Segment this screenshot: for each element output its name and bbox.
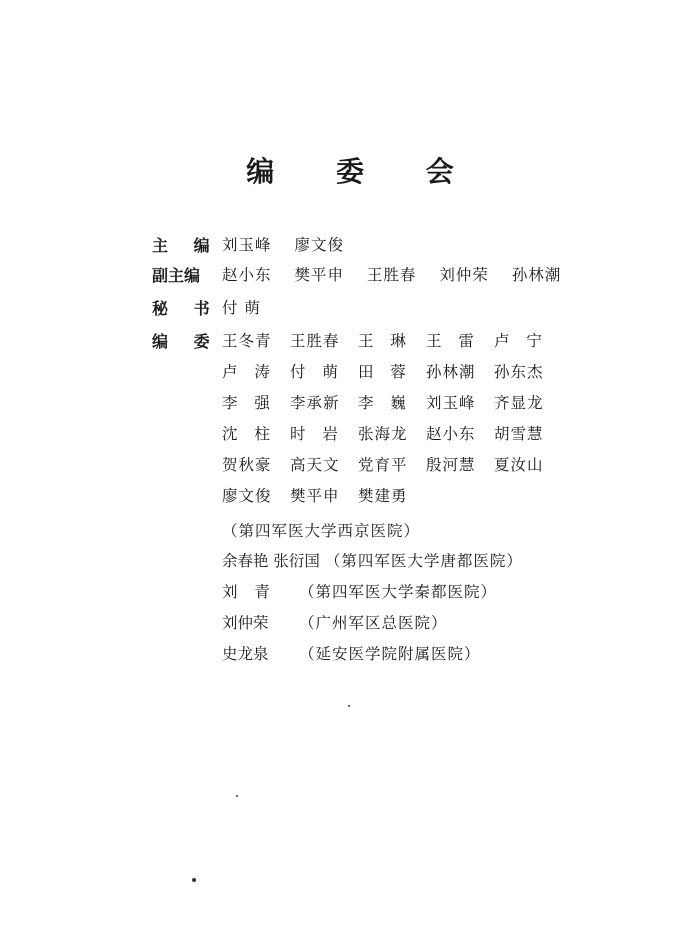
- committee-member-name: 齐显龙: [494, 394, 544, 412]
- scan-speck: [236, 795, 238, 797]
- affiliated-row: [222, 611, 447, 633]
- committee-member-name: 王冬青: [222, 332, 272, 350]
- deputy-editor-name: 赵小东: [222, 266, 272, 284]
- committee-member-name: 王胜春: [290, 332, 340, 350]
- committee-member-name: 李承新: [290, 394, 340, 412]
- deputy-editor-name: 孙林潮: [511, 266, 562, 284]
- committee-member-name: 沈 柱: [222, 425, 276, 443]
- page-title: 编 委 会: [246, 155, 480, 188]
- committee-member-name: 胡雪慧: [494, 425, 544, 443]
- institution-label: （第四军医大学西京医院）: [222, 522, 421, 540]
- committee-member-name: 刘玉峰: [426, 394, 476, 412]
- institution-label: （广州军区总医院）: [298, 614, 448, 632]
- deputy-editor-role-label: 副主编: [152, 266, 201, 285]
- editor-name: 廖文俊: [294, 236, 344, 254]
- committee-member-name: 田 蓉: [358, 363, 412, 381]
- deputy-editor-name: 樊平申: [294, 266, 344, 284]
- committee-member-name: 夏汝山: [494, 456, 544, 474]
- scan-speck: [192, 878, 196, 882]
- affiliated-row: [222, 642, 480, 664]
- affiliated-names: 刘仲荣: [222, 614, 269, 632]
- institution-label: （延安医学院附属医院）: [298, 645, 481, 663]
- affiliated-row: [222, 549, 523, 571]
- institution-label: （第四军医大学唐都医院）: [324, 552, 523, 570]
- committee-member-name: 付 萌: [290, 363, 344, 381]
- committee-member-name: 樊平申: [290, 487, 340, 505]
- affiliated-names: 余春艳 张衍国: [222, 552, 320, 570]
- deputy-editor-name: 刘仲荣: [439, 266, 489, 284]
- committee-member-name: 王 琳: [358, 332, 412, 350]
- committee-institution: [222, 519, 420, 541]
- deputy-editor-names: [222, 263, 579, 285]
- committee-member-name: 赵小东: [426, 425, 476, 443]
- committee-member-name: 孙东杰: [494, 363, 544, 381]
- secretary-names: [222, 296, 279, 318]
- committee-member-name: 王 雷: [426, 332, 480, 350]
- committee-member-name: 党育平: [358, 456, 408, 474]
- committee-member-name: 樊建勇: [358, 487, 408, 505]
- affiliated-names: 史龙泉: [222, 645, 269, 663]
- affiliated-names: 刘 青: [222, 583, 276, 601]
- committee-member-name: 廖文俊: [222, 487, 272, 505]
- committee-role-label: 编 委: [152, 332, 220, 351]
- editor-names: [222, 233, 362, 255]
- committee-member-name: 殷河慧: [426, 456, 476, 474]
- editor-name: 刘玉峰: [222, 236, 272, 254]
- affiliated-row: [222, 580, 497, 602]
- scan-speck: [348, 705, 350, 707]
- committee-member-name: 高天文: [290, 456, 340, 474]
- committee-member-name: 贺秋豪: [222, 456, 272, 474]
- deputy-editor-name: 王胜春: [366, 266, 417, 284]
- committee-member-name: 卢 涛: [222, 363, 276, 381]
- secretary-name: 付 萌: [222, 299, 261, 317]
- committee-member-name: 张海龙: [358, 425, 408, 443]
- committee-member-name: 时 岩: [290, 425, 344, 443]
- institution-label: （第四军医大学秦都医院）: [298, 583, 497, 601]
- committee-member-name: 李 强: [222, 394, 276, 412]
- committee-member-name: 卢 宁: [494, 332, 548, 350]
- committee-member-name: 孙林潮: [426, 363, 476, 381]
- committee-member-name: 李 巍: [358, 394, 412, 412]
- secretary-role-label: 秘 书: [152, 299, 220, 318]
- editor-role-label: 主 编: [152, 236, 220, 255]
